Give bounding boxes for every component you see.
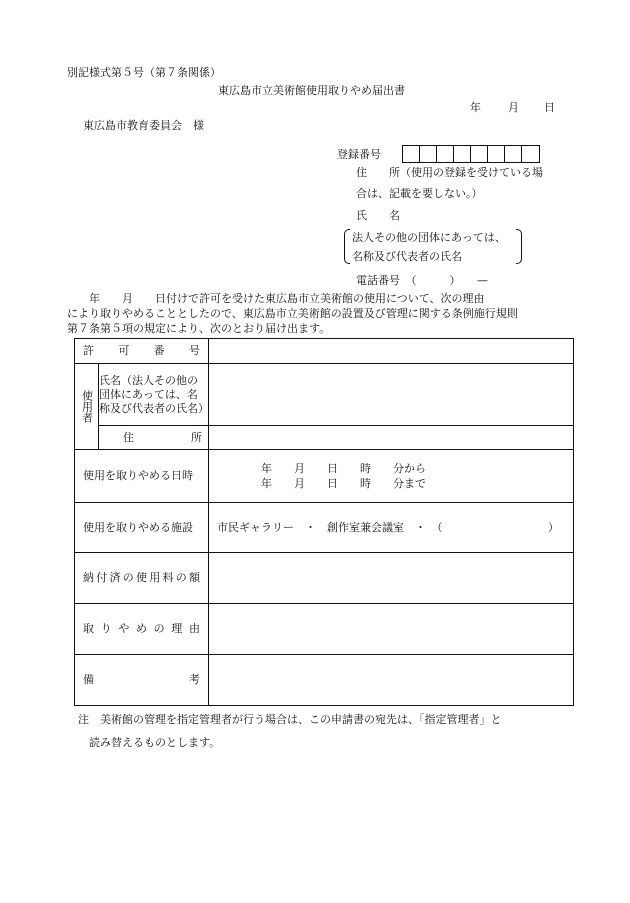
label-char: 備 <box>83 673 94 686</box>
form-title: 東広島市立美術館使用取りやめ届出書 <box>218 84 405 97</box>
addressee: 東広島市教育委員会 様 <box>83 119 204 132</box>
cancel-datetime-field[interactable] <box>209 450 574 503</box>
fee-paid-field[interactable] <box>209 553 574 604</box>
label-char: 理 <box>171 622 183 635</box>
registration-digit-box[interactable] <box>454 146 471 162</box>
address-note: 合は、記載を要しない。） <box>356 187 483 200</box>
user-name-label: 氏名（法人その他の団体にあっては、名称及び代表者の氏名） <box>99 364 209 426</box>
organization-note-line1: 法人その他の団体にあっては、 <box>352 231 506 244</box>
address-label: 住 所（使用の登録を受けている場 <box>356 166 543 179</box>
label-char: 考 <box>189 673 200 686</box>
user-name-row <box>75 364 574 426</box>
user-address-row <box>75 426 574 450</box>
fee-paid-label <box>75 553 209 604</box>
footnote-line2: 読み替えるものとします。 <box>78 736 221 749</box>
label-char: や <box>118 622 130 635</box>
registration-number-boxes[interactable] <box>402 145 540 163</box>
datetime-from: 年 月 日 時 分から <box>261 462 426 475</box>
label-char: 許 <box>83 344 94 357</box>
cancel-datetime-label: 使用を取りやめる日時 <box>75 450 209 503</box>
user-label: 使用者 <box>80 390 94 423</box>
body-text-line3: 第７条第５項の規定により、次のとおり届け出ます。 <box>67 322 331 335</box>
registration-digit-box[interactable] <box>505 146 522 162</box>
permit-number-field[interactable] <box>209 339 574 364</box>
registration-digit-box[interactable] <box>471 146 488 162</box>
label-char: 納 <box>83 571 94 584</box>
user-address-label <box>99 426 209 450</box>
fee-paid-row <box>75 553 574 604</box>
remarks-label <box>75 655 209 706</box>
form-reference: 別記様式第５号（第７条関係） <box>67 66 221 79</box>
label-char: 使 <box>136 571 147 584</box>
cancel-facility-field[interactable] <box>209 503 574 553</box>
cancel-reason-row <box>75 604 574 655</box>
datetime-to: 年 月 日 時 分まで <box>261 477 426 490</box>
permit-number-row <box>75 339 574 364</box>
cancel-facility-row <box>75 503 574 553</box>
remarks-field[interactable] <box>209 655 574 706</box>
label-char: 所 <box>191 430 202 444</box>
label-char: り <box>100 622 112 635</box>
remarks-row <box>75 655 574 706</box>
date-month-label: 月 <box>508 101 519 114</box>
body-text-line1: 年 月 日付けで許可を受けた東広島市立美術館の使用について、次の理由 <box>67 292 485 305</box>
cancel-reason-field[interactable] <box>209 604 574 655</box>
label-char: 番 <box>153 344 165 357</box>
label-char: 料 <box>162 571 174 584</box>
user-name-field[interactable] <box>209 364 574 426</box>
registration-digit-box[interactable] <box>522 146 539 162</box>
registration-digit-box[interactable] <box>488 146 505 162</box>
registration-digit-box[interactable] <box>437 146 454 162</box>
bracket-right <box>516 229 522 264</box>
date-year-label: 年 <box>470 101 481 114</box>
user-address-field[interactable] <box>209 426 574 450</box>
facility-options: 市民ギャラリー ・ 創作室兼会議室 ・ （ <box>217 520 443 534</box>
registration-number-label: 登録番号 <box>337 148 381 161</box>
label-char: の <box>153 622 165 635</box>
footnote-line1: 注 美術館の管理を指定管理者が行う場合は、この申請書の宛先は、「指定管理者」と <box>78 713 502 726</box>
user-label-cell <box>75 364 99 450</box>
label-char: 由 <box>188 622 200 635</box>
label-char: 額 <box>189 571 200 584</box>
label-char: 付 <box>96 571 108 584</box>
label-char: の <box>175 571 187 584</box>
label-char: の <box>122 571 134 584</box>
cancel-facility-label: 使用を取りやめる施設 <box>75 503 209 553</box>
facility-close-paren: ） <box>548 520 559 534</box>
cancel-reason-label <box>75 604 209 655</box>
name-label: 氏 名 <box>356 209 400 222</box>
registration-digit-box[interactable] <box>420 146 437 162</box>
label-char: 号 <box>188 344 200 357</box>
label-char: め <box>135 622 147 635</box>
label-char: 済 <box>109 571 121 584</box>
label-char: 取 <box>83 622 94 635</box>
cancel-datetime-row <box>75 450 574 503</box>
cancellation-form-table <box>74 338 574 706</box>
registration-digit-box[interactable] <box>403 146 420 162</box>
date-day-label: 日 <box>544 101 555 114</box>
label-char: 可 <box>118 344 130 357</box>
permit-number-label <box>75 339 209 364</box>
label-char: 住 <box>123 430 134 444</box>
organization-note-line2: 名称及び代表者の氏名 <box>352 250 462 263</box>
phone-number-label: 電話番号 （ ） — <box>356 274 488 287</box>
label-char: 用 <box>149 571 161 584</box>
bracket-left <box>344 229 350 264</box>
body-text-line2: により取りやめることとしたので、東広島市立美術館の設置及び管理に関する条例施行規則 <box>67 307 518 320</box>
